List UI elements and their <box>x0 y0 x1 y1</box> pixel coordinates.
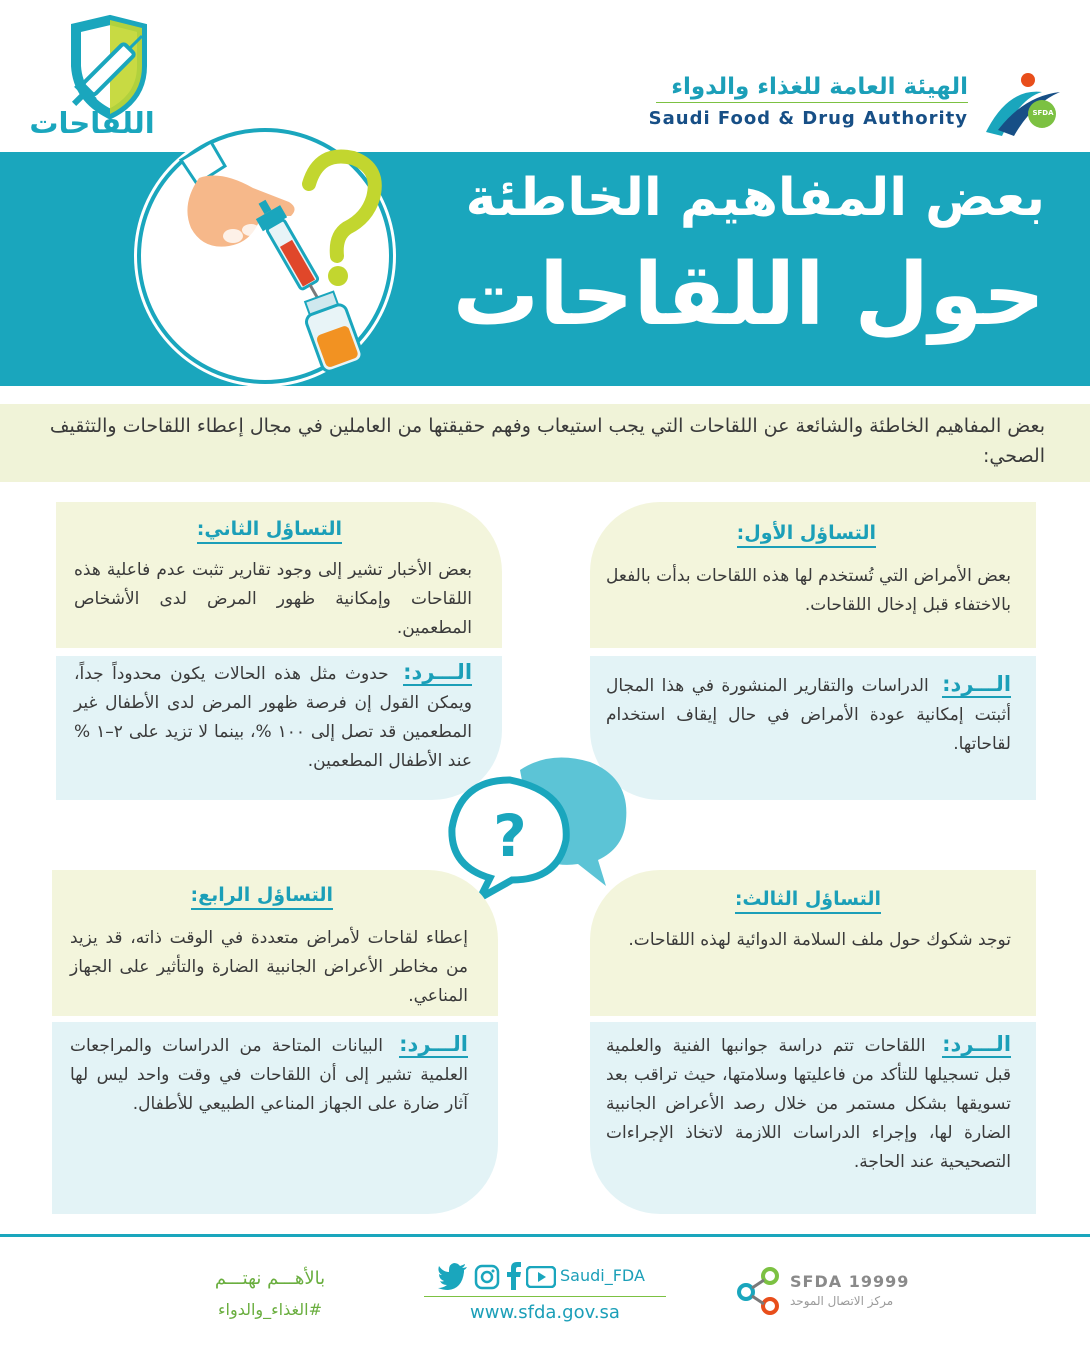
answer-card-3 <box>590 1022 1036 1214</box>
answer-body-4: البيانات المتاحة من الدراسات والمراجعات العلمية تشير إلى أن اللقاحات في وقت واحد ليس لها آثار ضارة على الجهاز المناعي الطبيعي للأطفال. <box>70 1036 468 1114</box>
shield-syringe-icon <box>18 10 168 120</box>
website-link[interactable]: www.sfda.gov.sa <box>470 1302 620 1323</box>
social-handle[interactable]: Saudi_FDA <box>560 1266 645 1285</box>
answer-body-3: اللقاحات تتم دراسة جوانبها الفنية والعلمية قبل تسجيلها للتأكد من فاعليتها وسلامتها، حيث تراقب بعد تسويقها بشكل مستمر من خلال رصد الأعراض الجانبية الضارة لها، وإجراء الدراسات اللازمة لاتخاذ الإجراءات التصحيحية عند الحاجة. <box>606 1036 1011 1172</box>
hero-illustration <box>137 128 393 384</box>
answer-card-2 <box>56 656 502 800</box>
twitter-icon[interactable] <box>438 1262 468 1290</box>
question-card-1 <box>590 502 1036 648</box>
sfda-swoosh-icon <box>980 70 1068 140</box>
sfda-logo <box>980 70 1068 140</box>
svg-text:?: ? <box>493 802 527 870</box>
call-center-logo-icon <box>732 1266 786 1320</box>
call-center-subtitle: مركز الاتصال الموحد <box>790 1294 894 1308</box>
question-title-2: التساؤل الثاني: <box>197 518 342 544</box>
call-center-title: SFDA 19999 <box>790 1272 910 1291</box>
question-text-3: توجد شكوك حول ملف السلامة الدوائية لهذه اللقاحات. <box>628 930 1011 950</box>
vaccines-logo <box>18 10 168 145</box>
instagram-icon[interactable] <box>474 1264 500 1290</box>
answer-card-1 <box>590 656 1036 800</box>
question-card-3 <box>590 870 1036 1016</box>
footer-slogan: بالأهـــم نهتـــم <box>214 1268 326 1289</box>
answer-text-1 <box>606 670 1011 759</box>
authority-name-en: Saudi Food & Drug Authority <box>648 108 968 129</box>
social-links <box>438 1262 668 1292</box>
answer-text-2 <box>74 658 472 776</box>
question-text-1: بعض الأمراض التي تُستخدم لها هذه اللقاحات بدأت بالفعل بالاختفاء قبل إدخال اللقاحات. <box>606 566 1011 615</box>
answer-label-2: الـــرد: <box>403 660 473 684</box>
answer-label-4: الـــرد: <box>399 1032 468 1056</box>
question-text-4: إعطاء لقاحات لأمراض متعددة في الوقت ذاته، قد يزيد من مخاطر الأعراض الجانبية الضارة والتأثير على الجهاز المناعي. <box>70 928 468 1006</box>
answer-body-1: الدراسات والتقارير المنشورة في هذا المجال أثبتت إمكانية عودة الأمراض في حال إيقاف استخدام لقاحاتها. <box>606 676 1011 754</box>
answer-label-3: الـــرد: <box>942 1032 1012 1056</box>
question-title-1: التساؤل الأول: <box>737 522 876 548</box>
authority-name-ar: الهيئة العامة للغذاء والدواء <box>671 74 968 100</box>
answer-card-4 <box>52 1022 498 1214</box>
footer-divider <box>0 1234 1090 1237</box>
answer-body-2: حدوث مثل هذه الحالات يكون محدوداً جداً، ويمكن القول إن فرصة ظهور المرض لدى الأطفال غير المطعمين قد تصل إلى ١٠٠ %، بينما لا تزيد على ٢–١ % عند الأطفال المطعمين. <box>74 664 472 771</box>
intro-text: بعض المفاهيم الخاطئة والشائعة عن اللقاحات التي يجب استيعاب وفهم حقيقتها من العاملين في مجال إعطاء اللقاحات والتثقيف الصحي: <box>49 415 1045 467</box>
answer-text-3 <box>606 1030 1011 1177</box>
speech-bubbles-question-icon <box>440 750 640 900</box>
footer-hashtag: #الغذاء_والدواء <box>218 1300 322 1319</box>
sfda-badge: SFDA <box>1032 109 1054 117</box>
question-card-4 <box>52 870 498 1016</box>
question-card-2 <box>56 502 502 648</box>
center-speech-bubbles <box>440 750 640 900</box>
question-title-4: التساؤل الرابع: <box>191 884 333 910</box>
logo-divider <box>656 102 968 103</box>
facebook-icon[interactable] <box>506 1262 522 1290</box>
call-center <box>732 1264 932 1324</box>
youtube-icon[interactable] <box>526 1266 556 1288</box>
vaccines-logo-label: اللقاحات <box>29 106 155 140</box>
question-title-3: التساؤل الثالث: <box>735 888 881 914</box>
question-text-2: بعض الأخبار تشير إلى وجود تقارير تثبت عدم فاعلية هذه اللقاحات وإمكانية ظهور المرض لدى الأشخاص المطعمين. <box>74 560 472 638</box>
answer-label-1: الـــرد: <box>942 672 1012 696</box>
hand-syringe-question-icon <box>141 132 389 380</box>
page-title-line1: بعض المفاهيم الخاطئة <box>465 168 1045 228</box>
social-divider <box>424 1296 666 1297</box>
page-title-line2: حول اللقاحات <box>452 245 1045 345</box>
answer-text-4 <box>70 1030 468 1119</box>
